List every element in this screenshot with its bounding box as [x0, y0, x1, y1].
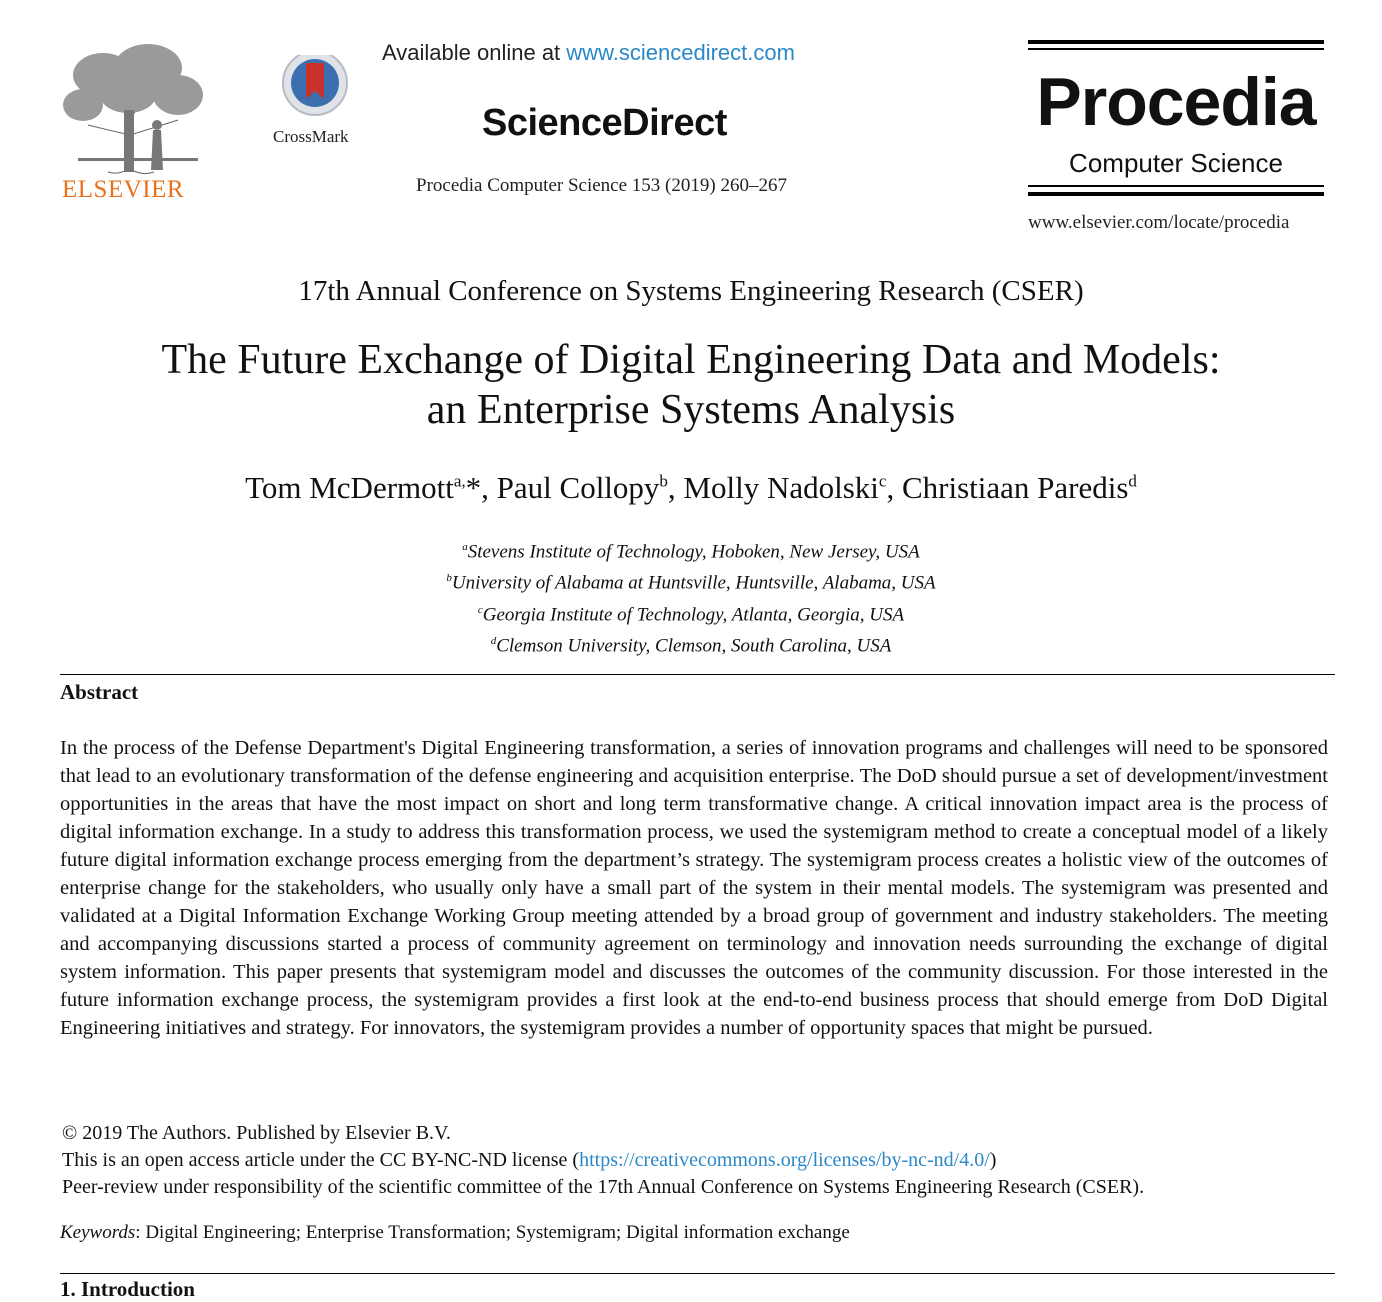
peer-review-line: Peer-review under responsibility of the scientific committee of the 17th Annual Conference on Systems Engineering Research (CSER).: [62, 1176, 1145, 1198]
affiliation: $^b$University of Alabama at Huntsville, Huntsville, Alabama, USA: [446, 572, 936, 594]
license-line: This is an open access article under the CC BY-NC-ND license (https://creativecommons.org/licenses/by-nc-nd/4.0/): [62, 1149, 997, 1171]
license-link[interactable]: https://creativecommons.org/licenses/by-nc-nd/4.0/: [579, 1149, 990, 1171]
abstract-heading: Abstract: [60, 680, 139, 704]
procedia-logo: [1028, 40, 1324, 196]
abstract-text: In the process of the Defense Department's Digital Engineering transformation, a series of innovation programs and challenges will need to be sponsored that lead to an evolutionary transformation of the defense engineering and acquisition enterprise. The DoD should pursue a set of development/investment opportunities in the areas that have the most impact on short and long term transformative change. A critical innovation impact area is the process of digital information exchange. In a study to address this transformation process, we used the systemigram method to create a conceptual model of a likely future digital information exchange process emerging from the department’s strategy. The systemigram process creates a holistic view of the outcomes of enterprise change for the stakeholders, who usually only have a small part of the system in their mental models. The systemigram was presented and validated at a Digital Information Exchange Working Group meeting attended by a broad group of government and industry stakeholders. The meeting and accompanying discussions started a process of community agreement on terminology and innovation needs surrounding the exchange of digital system information. This paper presents that systemigram model and discusses the outcomes of the community discussion. For those interested in the future information exchange process, the systemigram provides a first look at the end-to-end business process that should emerge from DoD Digital Engineering initiatives and strategy. For innovators, the systemigram provides a number of opportunity spaces that might be pursued.: [60, 737, 1328, 1039]
procedia-subtitle: Computer Science: [1069, 148, 1283, 178]
conference-name: 17th Annual Conference on Systems Engineering Research (CSER): [298, 275, 1084, 307]
logo-rule-bottom-thick: [1028, 192, 1324, 196]
title-line-2: an Enterprise Systems Analysis: [426, 387, 956, 433]
divider: [60, 674, 1335, 675]
author[interactable]: Christiaan Paredis$^d$: [901, 470, 1137, 505]
journal-reference: Procedia Computer Science 153 (2019) 260–267: [416, 175, 787, 196]
logo-rule-bottom-thin: [1028, 185, 1324, 187]
logo-rule-top-thick: [1028, 40, 1324, 44]
sciencedirect-wordmark: ScienceDirect: [482, 102, 727, 144]
divider: [60, 1273, 1335, 1274]
author[interactable]: Molly Nadolski$^c$: [683, 470, 887, 505]
corresponding-star: *: [465, 470, 482, 505]
affiliation: $^d$Clemson University, Clemson, South Carolina, USA: [490, 634, 892, 657]
title-line-1: The Future Exchange of Digital Engineering Data and Models:: [161, 337, 1221, 383]
author[interactable]: Paul Collopy$^b$: [496, 470, 668, 505]
available-online-line: [382, 40, 795, 66]
paper-title: [0, 335, 1382, 435]
affiliation: $^c$Georgia Institute of Technology, Atlanta, Georgia, USA: [477, 603, 905, 625]
logo-rule-top-thin: [1028, 48, 1324, 50]
procedia-wordmark: Procedia: [1036, 64, 1316, 140]
copyright-block: [62, 1120, 1342, 1201]
elsevier-wordmark: ELSEVIER: [62, 176, 185, 203]
introduction-heading: 1. Introduction: [60, 1277, 195, 1301]
journal-url[interactable]: www.elsevier.com/locate/procedia: [1028, 212, 1290, 233]
affiliation: $^a$Stevens Institute of Technology, Hoboken, New Jersey, USA: [462, 541, 920, 563]
affiliation-list: [0, 534, 1382, 659]
sciencedirect-link[interactable]: www.sciencedirect.com: [566, 40, 795, 65]
keywords-list: : Digital Engineering; Enterprise Transformation; Systemigram; Digital information exchange: [135, 1222, 850, 1243]
copyright-line: © 2019 The Authors. Published by Elsevier B.V.: [62, 1122, 451, 1144]
crossmark-label: CrossMark: [273, 127, 349, 146]
available-prefix: Available online at: [382, 40, 567, 65]
author-list: Tom McDermott$^{a,}$*, Paul Collopy$^b$, Molly Nadolski$^c$, Christiaan Paredis$^d$: [245, 470, 1137, 505]
keywords: [60, 1222, 850, 1244]
keywords-label: Keywords: [60, 1222, 136, 1243]
author[interactable]: Tom McDermott$^{a,}$*: [245, 470, 482, 505]
